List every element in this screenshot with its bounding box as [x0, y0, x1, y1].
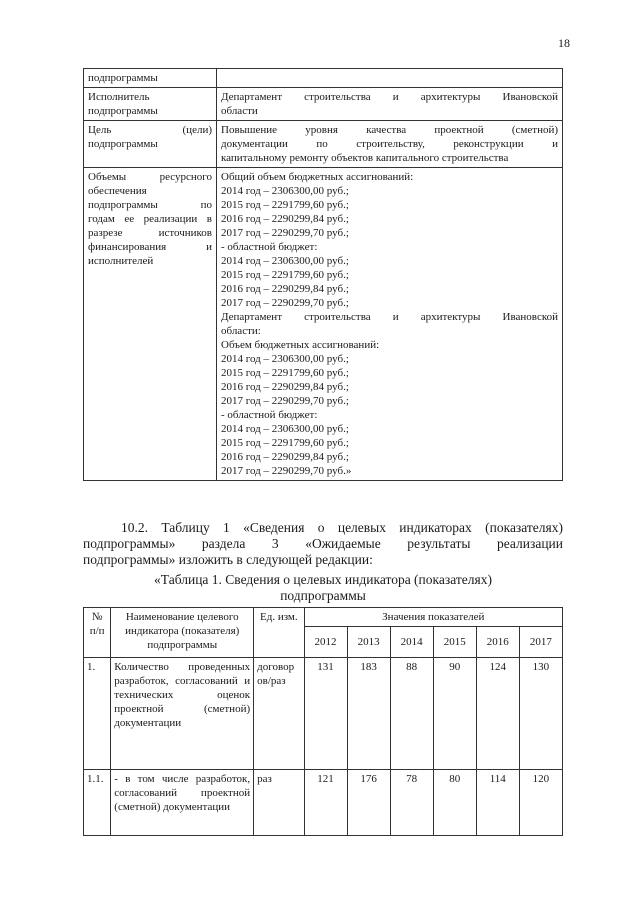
- passport-value: Департамент строительства и архитектуры Ивановской области: [217, 88, 563, 121]
- row-value: 114: [476, 770, 519, 836]
- row-value: 90: [433, 658, 476, 770]
- passport-label: Цель (цели) подпрограммы: [84, 121, 217, 168]
- passport-row-goal: [84, 121, 563, 168]
- header-year: 2015: [433, 627, 476, 658]
- passport-value: [217, 69, 563, 88]
- paragraph-line: подпрограммы» изложить в следующей редакции:: [83, 552, 373, 567]
- row-value: 176: [347, 770, 390, 836]
- passport-row-funding: [84, 168, 563, 481]
- header-row: [84, 608, 563, 627]
- row-value: 130: [519, 658, 562, 770]
- row-name: - в том числе разработок, согласований проектной (сметной) документации: [111, 770, 254, 836]
- row-value: 80: [433, 770, 476, 836]
- table-row: [84, 658, 563, 770]
- header-num: № п/п: [84, 608, 111, 658]
- header-values: Значения показателей: [304, 608, 562, 627]
- header-year: 2013: [347, 627, 390, 658]
- passport-table: [83, 68, 563, 481]
- header-year: 2012: [304, 627, 347, 658]
- row-num: 1.1.: [84, 770, 111, 836]
- row-unit: раз: [254, 770, 304, 836]
- caption-line: «Таблица 1. Сведения о целевых индикатора (показателях): [154, 572, 492, 587]
- table-row: [84, 770, 563, 836]
- paragraph-line: подпрограммы» раздела 3 «Ожидаемые результаты реализации: [83, 536, 563, 551]
- row-value: 183: [347, 658, 390, 770]
- header-year: 2017: [519, 627, 562, 658]
- row-value: 88: [390, 658, 433, 770]
- page-number: 18: [558, 36, 570, 50]
- row-value: 131: [304, 658, 347, 770]
- header-year: 2014: [390, 627, 433, 658]
- row-value: 121: [304, 770, 347, 836]
- paragraph-line: 10.2. Таблицу 1 «Сведения о целевых индикаторах (показателях): [121, 520, 563, 535]
- header-year: 2016: [476, 627, 519, 658]
- header-name: Наименование целевого индикатора (показателя) подпрограммы: [111, 608, 254, 658]
- header-unit: Ед. изм.: [254, 608, 304, 658]
- passport-row-subprogram: [84, 69, 563, 88]
- passport-label: Исполнитель подпрограммы: [84, 88, 217, 121]
- row-value: 120: [519, 770, 562, 836]
- table-caption: [83, 572, 563, 604]
- amendment-paragraph: [83, 520, 563, 568]
- row-unit: договор ов/раз: [254, 658, 304, 770]
- row-num: 1.: [84, 658, 111, 770]
- passport-value: Повышение уровня качества проектной (сметной) документации по строительству, реконструкции и капитальному ремонту объектов капитального строительства: [217, 121, 563, 168]
- caption-line: подпрограммы: [280, 588, 366, 603]
- row-value: 78: [390, 770, 433, 836]
- passport-label: подпрограммы: [84, 69, 217, 88]
- passport-value: Общий объем бюджетных ассигнований: 2014 год – 2306300,00 руб.; 2015 год – 2291799,60 руб.; 2016 год – 2290299,84 руб.; 2017 год – 2290299,70 руб.; - областной бюджет: 2014 год – 2306300,00 руб.; 2015 год – 2291799,60 руб.; 2016 год – 2290299,84 руб.; 2017 год – 2290299,70 руб.; Департамент строительства и архитектуры Ивановской области: Объем бюджетных ассигнований: 2014 год – 2306300,00 руб.; 2015 год – 2291799,60 руб.; 2016 год – 2290299,84 руб.; 2017 год – 2290299,70 руб.; - областной бюджет: 2014 год – 2306300,00 руб.; 2015 год – 2291799,60 руб.; 2016 год – 2290299,84 руб.; 2017 год – 2290299,70 руб.»: [217, 168, 563, 481]
- indicators-table: [83, 607, 563, 836]
- passport-row-executor: [84, 88, 563, 121]
- row-name: Количество проведенных разработок, согласований и технических оценок проектной (сметной) документации: [111, 658, 254, 770]
- row-value: 124: [476, 658, 519, 770]
- passport-label: Объемы ресурсного обеспечения подпрограммы по годам ее реализации в разрезе источников финансирования и исполнителей: [84, 168, 217, 481]
